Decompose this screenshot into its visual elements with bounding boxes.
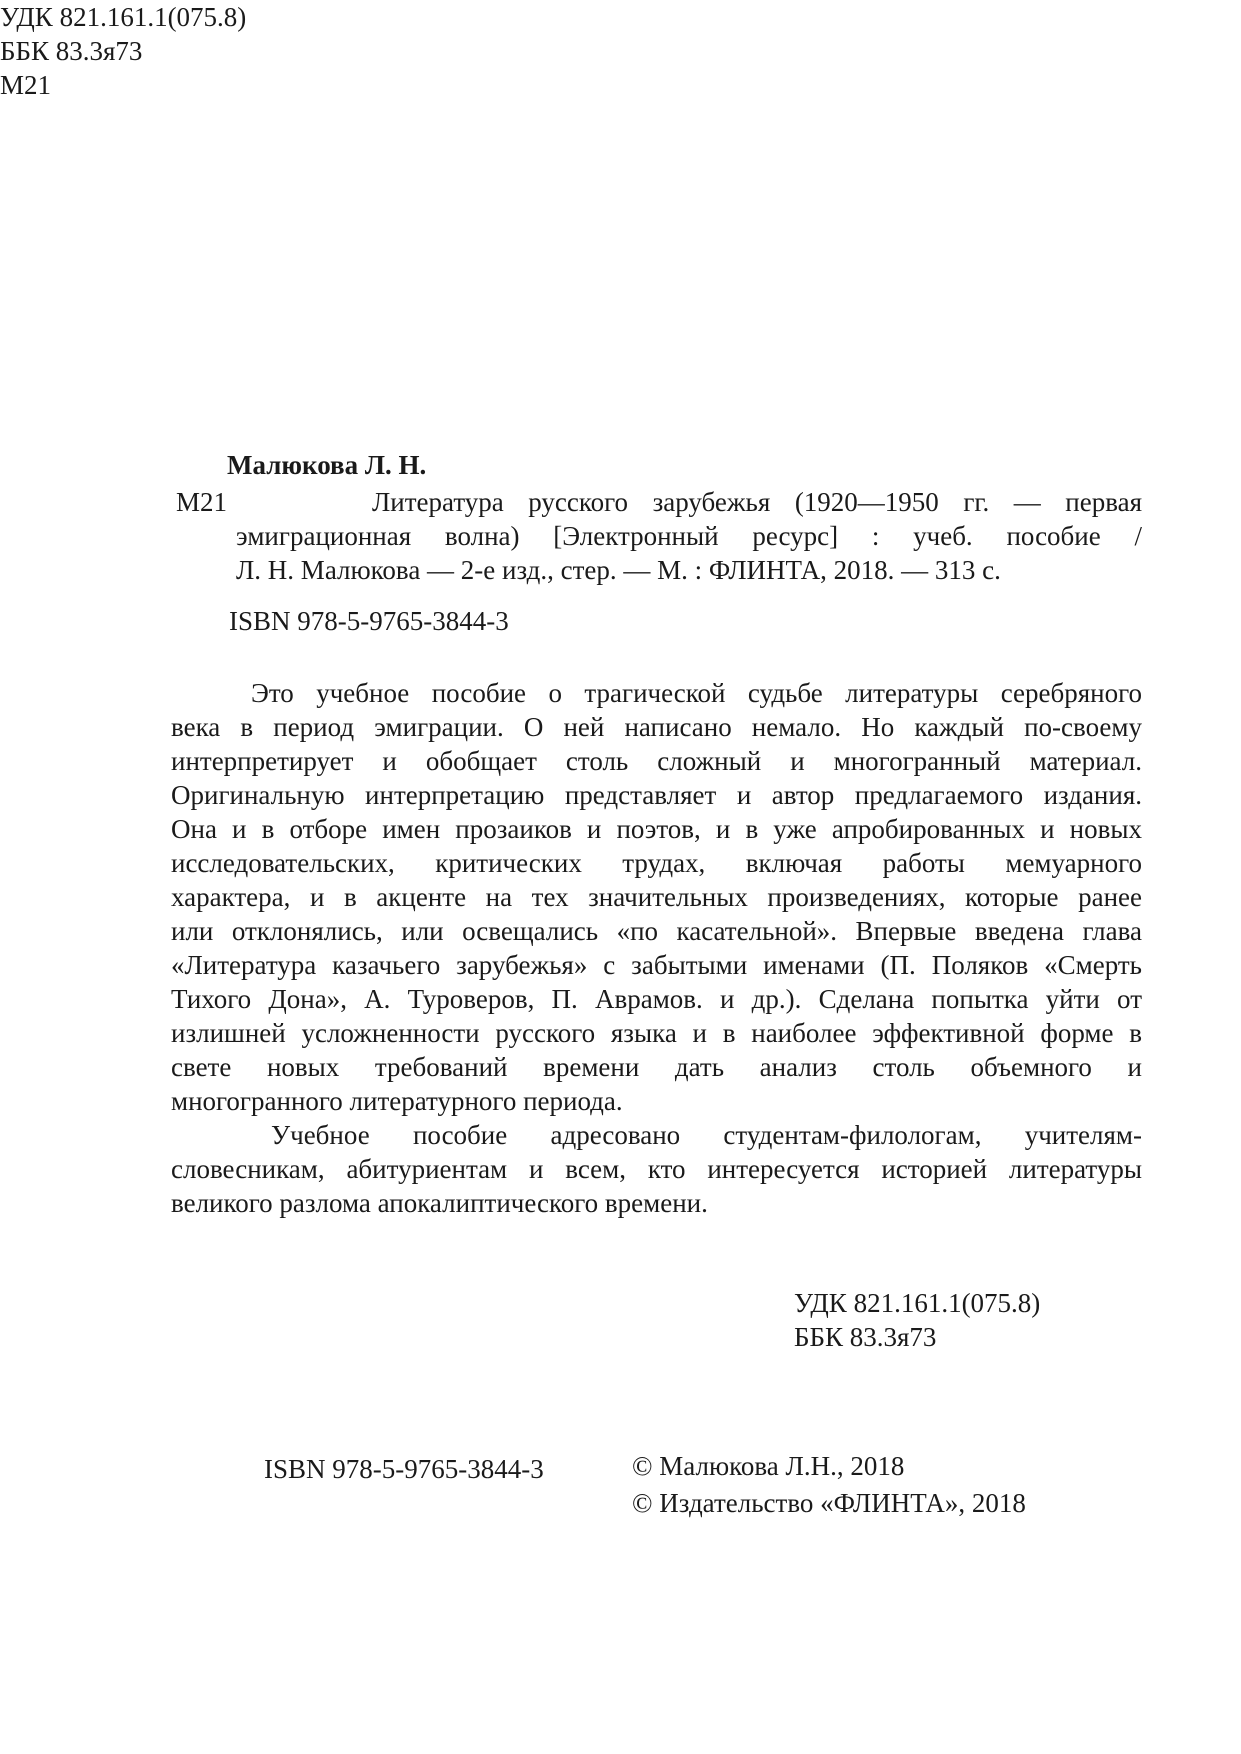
- copyright-author: © Малюкова Л.Н., 2018: [632, 1451, 905, 1481]
- annotation: [171, 676, 1142, 1220]
- header-classification-codes: [0, 0, 1241, 102]
- annotation-line: века в период эмиграции. О ней написано немало. Но каждый по-своему: [171, 712, 1142, 742]
- annotation-line: Учебное пособие адресовано студентам-филологам, учителям-: [271, 1120, 1142, 1150]
- annotation-line: многогранного литературного периода.: [171, 1086, 623, 1116]
- annotation-line: интерпретирует и обобщает столь сложный и многогранный материал.: [171, 746, 1142, 776]
- annotation-line: Это учебное пособие о трагической судьбе литературы серебряного: [251, 678, 1142, 708]
- bibliographic-line: Литература русского зарубежья (1920—1950 гг. — первая: [372, 487, 1142, 517]
- annotation-line: исследовательских, критических трудах, включая работы мемуарного: [171, 848, 1142, 878]
- footer-udk-code: УДК 821.161.1(075.8): [794, 1288, 1041, 1318]
- isbn-entry: ISBN 978-5-9765-3844-3: [229, 606, 509, 636]
- bibliographic-line: эмиграционная волна) [Электронный ресурс] : учеб. пособие /: [236, 521, 1142, 551]
- annotation-line: излишней усложненности русского языка и в наиболее эффективной форме в: [171, 1018, 1142, 1048]
- footer-classification-codes: [794, 1286, 1040, 1354]
- annotation-line: Она и в отборе имен прозаиков и поэтов, и в уже апробированных и новых: [171, 814, 1142, 844]
- annotation-line: великого разлома апокалиптического времени.: [171, 1188, 708, 1218]
- annotation-line: или отклонялись, или освещались «по касательной». Впервые введена глава: [171, 916, 1142, 946]
- annotation-line: Тихого Дона», А. Туроверов, П. Аврамов. и др.). Сделана попытка уйти от: [171, 984, 1142, 1014]
- annotation-line: «Литература казачьего зарубежья» с забытыми именами (П. Поляков «Смерть: [171, 950, 1142, 980]
- annotation-line: словесникам, абитуриентам и всем, кто интересуется историей литературы: [171, 1154, 1142, 1184]
- copyright-block: [632, 1448, 1026, 1522]
- bibliographic-line: Л. Н. Малюкова — 2-е изд., стер. — М. : ФЛИНТА, 2018. — 313 с.: [236, 555, 1001, 585]
- footer-isbn: ISBN 978-5-9765-3844-3: [264, 1454, 544, 1484]
- annotation-line: свете новых требований времени дать анализ столь объемного и: [171, 1052, 1142, 1082]
- bbk-code: ББК 83.3я73: [0, 36, 143, 66]
- footer-bbk-code: ББК 83.3я73: [794, 1322, 937, 1352]
- author-mark-index: М21: [176, 487, 228, 517]
- author-name: Малюкова Л. Н.: [227, 450, 427, 480]
- udk-code: УДК 821.161.1(075.8): [0, 2, 247, 32]
- copyright-publisher: © Издательство «ФЛИНТА», 2018: [632, 1488, 1026, 1518]
- annotation-line: характера, и в акценте на тех значительных произведениях, которые ранее: [171, 882, 1142, 912]
- bibliographic-description: [236, 485, 1142, 587]
- author-mark: М21: [0, 70, 52, 100]
- annotation-line: Оригинальную интерпретацию представляет и автор предлагаемого издания.: [171, 780, 1142, 810]
